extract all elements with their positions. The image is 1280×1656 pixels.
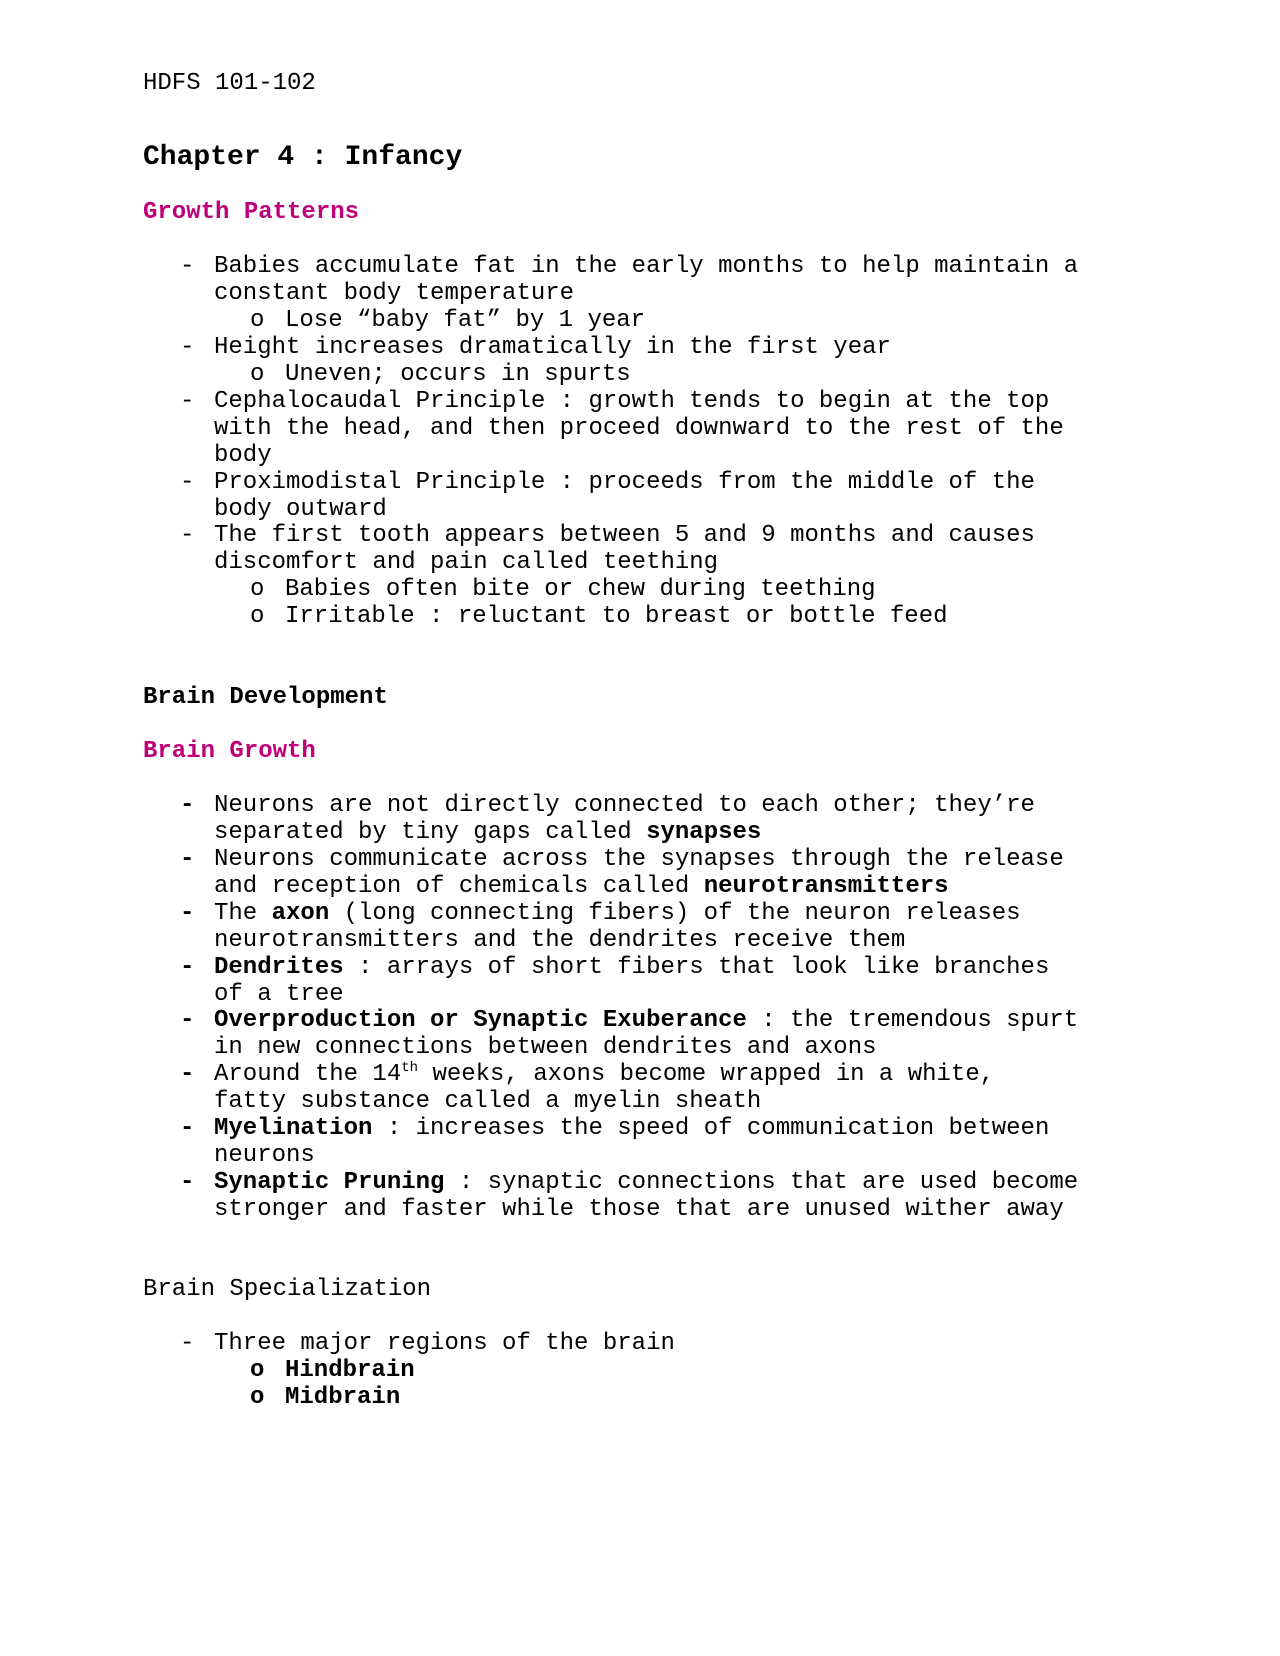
growth-bullet-5-line-1: The first tooth appears between 5 and 9 months and causes [214, 522, 1035, 549]
text-run: : arrays of short fibers that look like branches [343, 954, 1050, 981]
term-dendrites: Dendrites [214, 954, 344, 981]
term-synaptic-pruning: Synaptic Pruning [214, 1169, 445, 1196]
bullet-dash: - [180, 522, 195, 549]
superscript-th: th [401, 1060, 419, 1076]
sub-bullet-marker: o [250, 307, 265, 334]
course-code: HDFS 101-102 [143, 70, 316, 97]
brain-bullet-4-line-2: of a tree [214, 981, 344, 1008]
bullet-dash: - [180, 900, 195, 927]
growth-sub-bullet-3: Babies often bite or chew during teething [285, 576, 876, 603]
growth-bullet-3-line-3: body [214, 442, 272, 469]
bullet-dash: - [180, 1169, 195, 1196]
text-run: and reception of chemicals called [214, 873, 704, 900]
bullet-dash: - [180, 846, 195, 873]
bullet-dash: - [180, 1115, 195, 1142]
growth-bullet-3-line-1: Cephalocaudal Principle : growth tends to begin at the top [214, 388, 1050, 415]
growth-bullet-4-line-2: body outward [214, 496, 387, 523]
brain-bullet-6-line-2: fatty substance called a myelin sheath [214, 1088, 762, 1115]
term-axon: axon [271, 900, 330, 927]
text-run: weeks, axons become wrapped in a white, [418, 1061, 995, 1088]
brain-bullet-2-line-2 [214, 873, 949, 901]
growth-bullet-1-line-2: constant body temperature [214, 280, 575, 307]
text-run: : the tremendous spurt [746, 1007, 1079, 1034]
growth-bullet-5-line-2: discomfort and pain called teething [214, 549, 719, 576]
bullet-dash: - [180, 1061, 195, 1088]
growth-sub-bullet-2: Uneven; occurs in spurts [285, 361, 631, 388]
brain-bullet-6-line-1 [214, 1061, 994, 1089]
chapter-title: Chapter 4 : Infancy [143, 142, 463, 173]
bullet-dash: - [180, 954, 195, 981]
bullet-dash: - [180, 388, 195, 415]
sub-bullet-marker: o [250, 1384, 265, 1411]
brain-growth-heading: Brain Growth [143, 738, 316, 765]
brain-bullet-1-line-1: Neurons are not directly connected to each other; they’re [214, 792, 1035, 819]
growth-bullet-2-line-1: Height increases dramatically in the first year [214, 334, 891, 361]
sub-bullet-marker: o [250, 361, 265, 388]
brain-bullet-3-line-2: neurotransmitters and the dendrites receive them [214, 927, 906, 954]
text-run: (long connecting fibers) of the neuron releases [329, 900, 1021, 927]
text-run: The [214, 900, 272, 927]
text-run: : synaptic connections that are used become [444, 1169, 1079, 1196]
term-neurotransmitters: neurotransmitters [703, 873, 949, 900]
term-myelination: Myelination [214, 1115, 373, 1142]
bullet-dash: - [180, 253, 195, 280]
specialization-bullet-1: Three major regions of the brain [214, 1330, 675, 1357]
sub-bullet-marker: o [250, 603, 265, 630]
growth-bullet-3-line-2: with the head, and then proceed downward to the rest of the [214, 415, 1064, 442]
growth-bullet-1-line-1: Babies accumulate fat in the early months to help maintain a [214, 253, 1079, 280]
text-run: separated by tiny gaps called [214, 819, 647, 846]
term-synaptic-exuberance: Overproduction or Synaptic Exuberance [214, 1007, 747, 1034]
brain-bullet-5-line-2: in new connections between dendrites and axons [214, 1034, 877, 1061]
bullet-dash: - [180, 1330, 195, 1357]
brain-bullet-8-line-2: stronger and faster while those that are unused wither away [214, 1196, 1064, 1223]
growth-sub-bullet-4: Irritable : reluctant to breast or bottle feed [285, 603, 948, 630]
text-run: : increases the speed of communication between [372, 1115, 1050, 1142]
growth-patterns-heading: Growth Patterns [143, 199, 360, 226]
bullet-dash: - [180, 1007, 195, 1034]
text-run: Around the 14 [214, 1061, 402, 1088]
brain-bullet-7-line-1 [214, 1115, 1049, 1143]
brain-development-heading: Brain Development [143, 684, 388, 711]
brain-bullet-8-line-1 [214, 1169, 1078, 1197]
sub-bullet-marker: o [250, 1357, 265, 1384]
brain-bullet-3-line-1 [214, 900, 1021, 928]
brain-bullet-1-line-2 [214, 819, 761, 847]
brain-bullet-2-line-1: Neurons communicate across the synapses through the release [214, 846, 1064, 873]
specialization-sub-hindbrain: Hindbrain [285, 1357, 415, 1384]
specialization-sub-midbrain: Midbrain [285, 1384, 401, 1411]
brain-specialization-heading: Brain Specialization [143, 1276, 432, 1303]
bullet-dash: - [180, 469, 195, 496]
brain-bullet-7-line-2: neurons [214, 1142, 315, 1169]
brain-bullet-5-line-1 [214, 1007, 1078, 1035]
term-synapses: synapses [646, 819, 762, 846]
growth-sub-bullet-1: Lose “baby fat” by 1 year [285, 307, 646, 334]
growth-bullet-4-line-1: Proximodistal Principle : proceeds from the middle of the [214, 469, 1035, 496]
brain-bullet-4-line-1 [214, 954, 1049, 982]
sub-bullet-marker: o [250, 576, 265, 603]
bullet-dash: - [180, 792, 195, 819]
bullet-dash: - [180, 334, 195, 361]
